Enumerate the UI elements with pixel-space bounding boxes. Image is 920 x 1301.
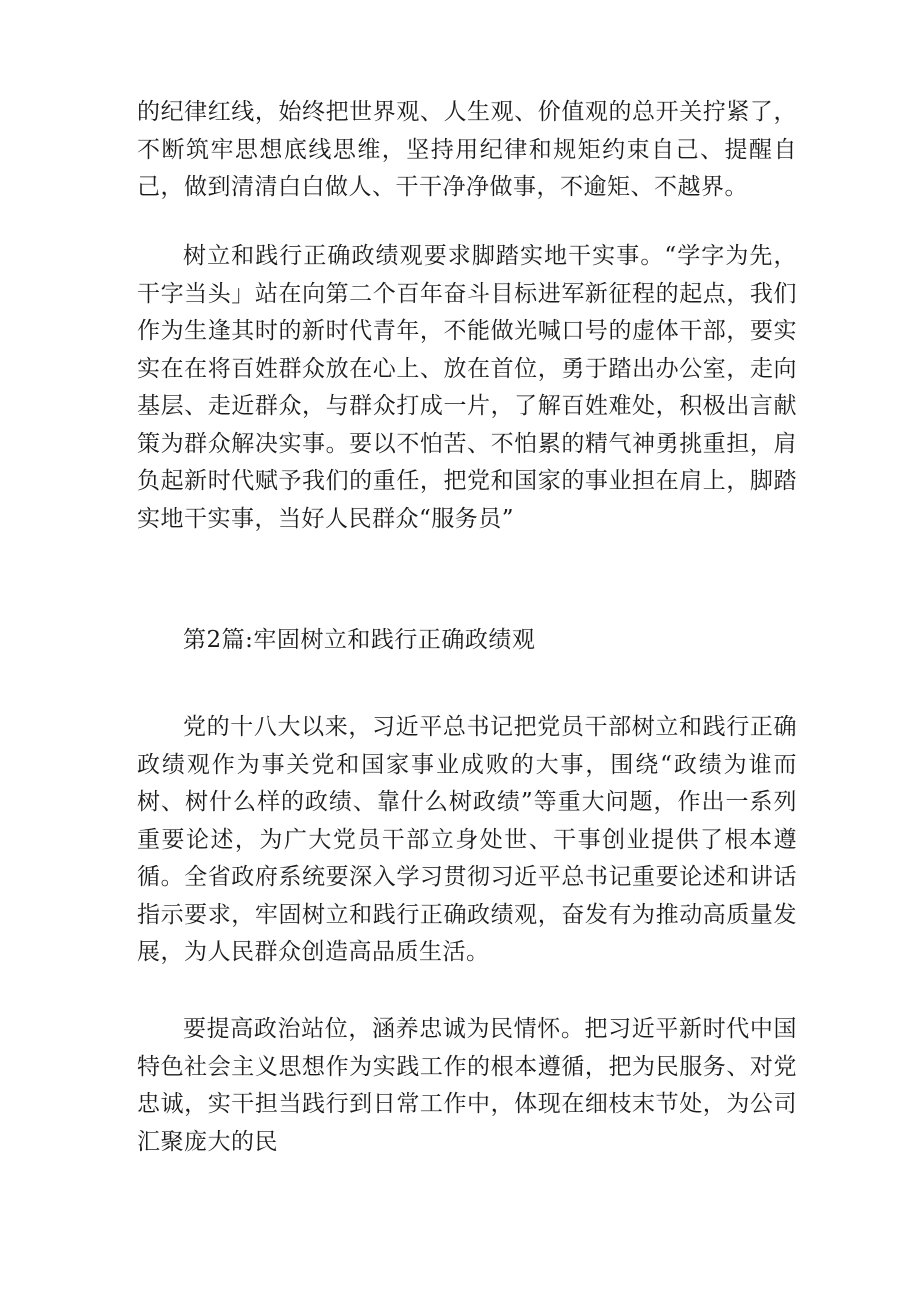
paragraph-political-stance: 要提高政治站位，涵养忠诚为民情怀。把习近平新时代中国特色社会主义思想作为实践工作的根本遵循，把为民服务、对党忠诚，实干担当践行到日常工作中，体现在细枝末节处，为公司汇聚庞大的民	[137, 1016, 797, 1155]
section-heading: 第2篇:牢固树立和践行正确政绩观	[183, 627, 536, 653]
paragraph-practical-work: 树立和践行正确政绩观要求脚踏实地干实事。“学字为先，干字当头」站在向第二个百年奋斗目标进军新征程的起点，我们作为生逢其时的新时代青年，不能做光喊口号的虚体干部，要实实在在将百姓群众放在心上、放在首位，勇于踏出办公室，走向基层、走近群众，与群众打成一片，了解百姓难处，积极出言献策为群众解决实事。要以不怕苦、不怕累的精气神勇挑重担，肩负起新时代赋予我们的重任，把党和国家的事业担在肩上，脚踏实地干实事，当好人民群众“服务员”	[137, 243, 797, 532]
paragraph-continuation: 的纪律红线，始终把世界观、人生观、价值观的总开关拧紧了，不断筑牢思想底线思维，坚持用纪律和规矩约束自己、提醒自己，做到清清白白做人、干干净净做事，不逾矩、不越界。	[137, 99, 797, 200]
paragraph-eighteenth-congress: 党的十八大以来，习近平总书记把党员干部树立和践行正确政绩观作为事关党和国家事业成败的大事，围绕“政绩为谁而树、树什么样的政绩、靠什么树政绩”等重大问题，作出一系列重要论述，为广大党员干部立身处世、干事创业提供了根本遵循。全省政府系统要深入学习贯彻习近平总书记重要论述和讲话指示要求，牢固树立和践行正确政绩观，奋发有为推动高质量发展，为人民群众创造高品质生活。	[137, 714, 797, 965]
